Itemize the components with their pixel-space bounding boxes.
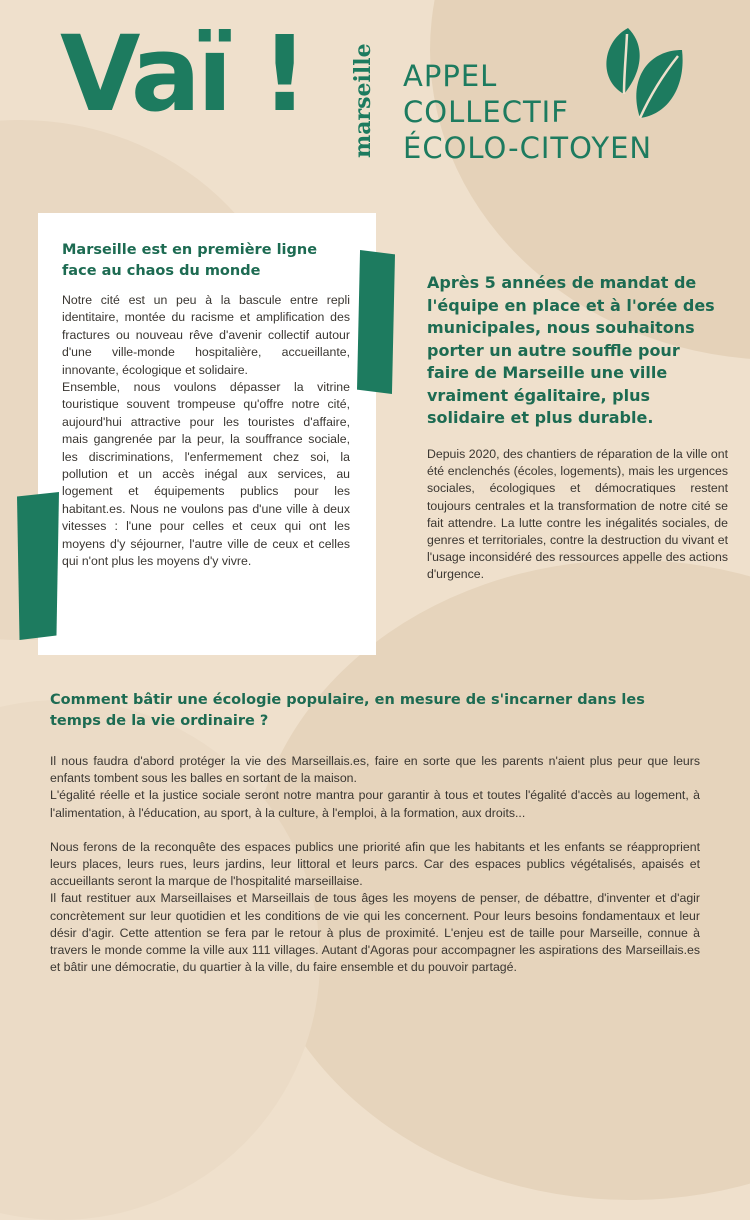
tape-decoration — [357, 250, 395, 394]
header-title-line: ÉCOLO-CITOYEN — [403, 131, 653, 165]
tape-decoration — [17, 492, 59, 640]
card-paragraph: Ensemble, nous voulons dépasser la vitrine touristique souvent trompeuse qu'offre notre cité, aujourd'hui attractive pour les touristes d'affaire, mais gangrenée par la peur, la souffrance sociale, les discriminations, l'enfermement chez soi, la pollution et un accès inégal aux services, au logement et équipements publics pour les habitant.es. Nous ne voulons pas d'une ville à deux vitesses : l'une pour celles et ceux qui ont les moyens d'y séjourner, l'autre ville de ceux et celles qui n'ont plus les moyens d'y vivre. — [62, 380, 350, 569]
section-paragraph: Il faut restituer aux Marseillaises et Marseillais de tous âges les moyens de penser, de débattre, d'inventer et d'agir concrètement sur leur quotidien et les conditions de vie qui les concernent. Pour leurs besoins fondamentaux et leur désir d'agir. Cette attention se fera par le retour à plus de proximité. L'enjeu est de taille pour Marseille, connue à travers le monde comme la ville aux 111 villages. Autant d'Agoras pour accompagner les aspirations des Marseillais.es et bâtir une démocratie, du quartier à la ville, du faire ensemble et du pouvoir partagé. — [50, 891, 700, 975]
leaves-icon — [596, 24, 690, 126]
logo-city: marseille — [350, 43, 376, 158]
lead-statement: Après 5 années de mandat de l'équipe en place et à l'orée des municipales, nous souhaitons porter un autre souffle pour faire de Marseille une ville vraiment égalitaire, plus solidaire et plus durable. — [427, 273, 715, 427]
card-title: Marseille est en première ligne face au chaos du monde — [62, 242, 318, 279]
right-body — [427, 446, 728, 584]
section-body — [50, 753, 700, 976]
card-paragraph: Notre cité est un peu à la bascule entre repli identitaire, montée du racisme et amplification des fractures ou nouveau rêve d'avenir collectif autour d'une ville-monde hospitalière, accueillante, innovante, écologique et solidaire. — [62, 293, 350, 377]
header-title-line: COLLECTIF — [403, 95, 569, 129]
section-paragraph: Nous ferons de la reconquête des espaces publics une priorité afin que les habitants et les enfants se réapproprient leurs places, leurs rues, leurs jardins, leur littoral et leurs parcs. Car des espaces publics végétalisés, apaisés et accueillants seront la marque de l'hospitalité marseillaise. — [50, 839, 700, 889]
card-body — [62, 292, 350, 571]
section-paragraph: L'égalité réelle et la justice sociale seront notre mantra pour garantir à tous et toutes l'égalité d'accès au logement, à l'alimentation, à l'éducation, au sport, à la culture, à l'emploi, à la formation, aux droits... — [50, 788, 700, 820]
logo-wordmark: Vaï ! — [60, 13, 305, 135]
right-paragraph: Depuis 2020, des chantiers de réparation de la ville ont été enclenchés (écoles, logements), mais les urgences sociales, écologiques et démocratiques restent toujours centrales et la transformation de notre cité se fait attendre. La lutte contre les inégalités sociales, de genres et territoriales, contre la destruction du vivant et l'usage inconsidéré des ressources appelle des actions d'urgence. — [427, 447, 728, 582]
section-paragraph: Il nous faudra d'abord protéger la vie des Marseillais.es, faire en sorte que les parents n'aient plus peur que leurs enfants tombent sous les balles en sortant de la maison. — [50, 754, 700, 786]
section-title: Comment bâtir une écologie populaire, en mesure de s'incarner dans les temps de la vie ordinaire ? — [50, 692, 645, 729]
header-title-line: APPEL — [403, 59, 498, 93]
